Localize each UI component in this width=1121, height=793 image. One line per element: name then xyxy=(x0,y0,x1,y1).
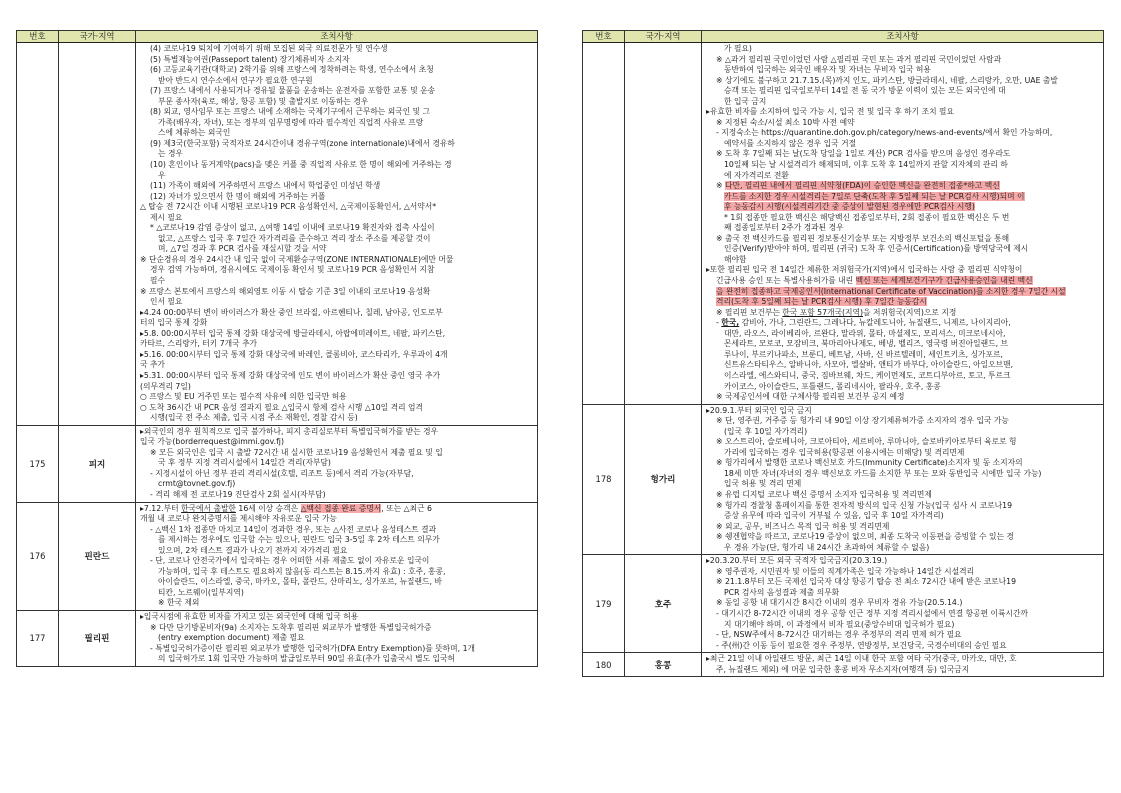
measure-line xyxy=(706,265,1100,276)
measure-line xyxy=(140,504,534,515)
emphasized-text: 격리(도착 후 5일째 되는 날 PCR검사 시행) 후 7일간 능동감시 xyxy=(716,297,927,307)
measure-line xyxy=(706,308,1100,319)
row-number: 175 xyxy=(17,425,59,502)
row-number xyxy=(17,43,59,426)
header-country: 국가·지역 xyxy=(59,31,136,43)
measure-line xyxy=(706,181,1100,192)
measure-line: 개월 내 코로나 완치증명서를 제시해야 자유로운 입국 가능 xyxy=(140,514,337,524)
row-number: 179 xyxy=(583,555,625,653)
measures-table-right xyxy=(582,30,1104,677)
measure-line xyxy=(706,192,1100,203)
measure-line xyxy=(706,202,1100,213)
table-row xyxy=(17,502,538,610)
measure-line: - 특별입국허가증이란 필리핀 외교부가 발행한 입국허가(DFA Entry Exemption)를 뜻하며, 1개 xyxy=(150,643,475,653)
measure-line xyxy=(706,318,1100,329)
measure-line: 우 xyxy=(158,170,166,180)
measures-cell xyxy=(702,43,1104,405)
measure-line: △ 탑승 전 72시간 이내 시행된 코로나19 PCR 음성확인서, △국제이동확인서, △서약서* xyxy=(140,202,437,212)
emphasized-text: 을 완전히 접종하고 국제공인서(International Certificate of Vaccination)를 소지한 경우 7일간 시설 xyxy=(716,286,1066,296)
measure-line: 가족(배우자, 자녀), 또는 정부의 임무명령에 따라 필수적인 직업적 사유로 프랑 xyxy=(158,117,424,127)
measure-line: 제시 필요 xyxy=(150,212,183,222)
table-row xyxy=(583,653,1104,677)
measure-line: ※ 출국 전 백신카드를 필리핀 정보통신기술부 또는 지방정부 보건소의 백신포털을 통해 xyxy=(716,233,1010,243)
row-number: 180 xyxy=(583,653,625,677)
table-body-right xyxy=(583,43,1104,677)
measure-line: 에 자가격리로 전환 xyxy=(724,170,789,180)
measure-line: ▸유효한 비자를 소지하여 입국 가능 시, 입국 전 및 입국 후 하기 조치 필요 xyxy=(706,107,955,117)
measure-line: 국 후 정부 지정 격리시설에서 14일간 격리(자부담) xyxy=(158,458,331,468)
country-name: 핀란드 xyxy=(59,502,136,610)
measure-line: 예약서를 소지하지 않은 경우 입국 거절 xyxy=(724,138,857,148)
measure-line: 가리에 입국하는 경우 입국허용(항공편 이용시에는 미해당) 및 격리면제 xyxy=(724,447,965,457)
country-name xyxy=(59,43,136,426)
measure-line: 부문 종사자(육로, 해상, 항공 포함) 및 출발지로 이동하는 경우 xyxy=(158,96,369,106)
measure-line: (5) 특별재능여권(Passeport talent) 장기체류비자 소지자 xyxy=(150,54,350,64)
row-number: 176 xyxy=(17,502,59,610)
measure-line: (입국 후 10일 자가격리) xyxy=(724,426,808,436)
text-segment: ※ 필리핀 보건부는 xyxy=(716,307,783,317)
measure-line: ▸입국시점에 유효한 비자를 가지고 있는 외국인에 대해 입국 허용 xyxy=(140,611,359,621)
measure-line: 승객 또는 필리핀 입국일로부터 14일 전 동 국가 방문 이력이 있는 모든 외국인에 대 xyxy=(724,86,1006,96)
table-row xyxy=(583,404,1104,555)
table-body-left xyxy=(17,43,538,667)
measure-line: ※ 21.1.8부터 모든 국제선 입국자 대상 항공기 탑승 전 최소 72시간 내에 받은 코로나19 xyxy=(716,577,1017,587)
measure-line: ※ 헝가리 경찰청 홈페이지를 통한 전자적 방식의 입국 신청 가능(입국 심사 시 코로나19 xyxy=(716,500,1012,510)
measure-line: 가능하며, 입국 후 테스트도 필요하지 않음(동 리스트는 8.15.까지 유효) : 호주, 홍콩, xyxy=(158,566,446,576)
measure-line: 시행(입국 전 주소 제출, 입국 시점 주소 재확인, 경찰 감시 등) xyxy=(150,413,358,423)
measures-cell xyxy=(702,404,1104,555)
measure-line: 신트유스타티우스, 알바니아, 사모아, 엘살바, 앤티가 바부다, 아이슬란드, 아일오브맨, xyxy=(724,360,1014,370)
measure-line: 며, △7일 경과 후 PCR 검사를 재실시할 것을 서약 xyxy=(158,244,327,254)
measure-line: ※ 모든 외국인은 입국 시 출발 72시간 내 실시한 코로나19 음성확인서 제출 필요 및 입 xyxy=(150,447,443,457)
country-name: 홍콩 xyxy=(625,653,702,677)
measure-line: 인서 필요 xyxy=(150,297,183,307)
measure-line xyxy=(706,287,1100,298)
table-row xyxy=(17,425,538,502)
measure-line: (의무격리 7일) xyxy=(140,381,191,391)
measure-line: (11) 가족이 해외에 거주하면서 프랑스 내에서 학업중인 미성년 학생 xyxy=(150,181,381,191)
measure-line: ▸4.24 00:00부터 변이 바이러스가 확산 중인 브라질, 아르헨티나, 칠레, 남아공, 인도로부 xyxy=(140,307,443,317)
measure-line: 몬세라트, 모로코, 모잠비크, 북마리아나제도, 베냉, 벨리즈, 영국령 버진아일랜드, 브 xyxy=(724,339,1009,349)
measure-line: ※ 단, 영주권, 거주증 등 헝가리 내 90일 이상 장기체류허가증 소지자의 경우 입국 가능 xyxy=(716,416,1009,426)
measures-cell xyxy=(136,502,538,610)
text-segment: ※ xyxy=(716,181,725,191)
measures-cell xyxy=(702,555,1104,653)
measure-line: ※ 지정된 숙소/시설 최소 10박 사전 예약 xyxy=(716,117,855,127)
text-segment: , 또는 △최근 6 xyxy=(381,503,432,513)
measure-line: ※ 다만 단기방문비자(9a) 소지자는 도착후 필리핀 외교부가 발행한 특별입국허가증 xyxy=(150,622,432,632)
measure-line: * △코로나19 감염 증상이 없고, △여행 14일 이내에 코로나19 확진자와 접촉 사실이 xyxy=(150,223,435,233)
table-row xyxy=(17,610,538,666)
emphasized-text: △백신 접종 완료 증명서 xyxy=(300,503,382,513)
measure-line: crmt@tovnet.gov.fj) xyxy=(158,479,236,489)
measure-line: 인증(Verify)받아야 하며, 필리핀 (귀국) 도착 후 인증서(Certification)를 방역당국에 제시 xyxy=(724,244,1029,254)
header-no: 번호 xyxy=(17,31,59,43)
measure-line: - 단, NSW주에서 8-72시간 대기하는 경우 주정부의 격리 면제 허가 필요 xyxy=(716,630,962,640)
row-number: 177 xyxy=(17,610,59,666)
country-name: 필리핀 xyxy=(59,610,136,666)
measure-line: ▸5.16. 00:00시부터 입국 통제 강화 대상국에 바레인, 콜롬비아, 코스타리카, 우루과이 4개 xyxy=(140,349,448,359)
text-segment: 긴급사용 승인 또는 특별사용허가를 내린 xyxy=(716,276,856,286)
text-segment: 을 저위험국(지역)으로 지정 xyxy=(863,307,957,317)
right-page xyxy=(582,30,1104,770)
measure-line: 국 추가 xyxy=(140,360,165,370)
measure-line: 경우 검역 가능하며, 경유시에도 국제이동 확인서 및 코로나19 PCR 음성확인서 지참 xyxy=(150,265,435,275)
measure-line: 있으며, 2차 테스트 결과가 나오기 전까지 자가격리 필요 xyxy=(158,545,348,555)
measure-line: (4) 코로나19 퇴치에 기여하기 위해 모집된 외국 의료전문가 및 연수생 xyxy=(150,44,388,53)
measure-line: 주, 뉴질랜드 제외) 에 머문 입국한 홍콩 비자 무소지자(여행객 등) 입국금지 xyxy=(716,664,970,674)
text-segment: - xyxy=(716,318,722,328)
measure-line: ▸20.9.1.부터 외국인 입국 금지 xyxy=(706,405,812,415)
country-name: 피지 xyxy=(59,425,136,502)
measure-line: 입국 가능(borderrequest@immi.gov.fj) xyxy=(140,437,284,447)
text-segment: 감비아, 가나, 그린란드, 그레나다, 뉴칼레도니아, 뉴질랜드, 니제르, 나이지리아, xyxy=(739,318,1011,328)
measure-line: ※ 오스트리아, 슬로베니아, 크로아티아, 세르비아, 루마니아, 슬로바키아로부터 육로로 헝 xyxy=(716,437,1017,447)
measure-line: 받아 반드시 연수소에서 연구가 필요한 연구원 xyxy=(158,75,313,85)
emphasized-text: 한국, xyxy=(721,318,740,328)
measure-line: (7) 프랑스 내에서 사용되거나 경유될 물품을 운송하는 운전자를 포함한 교통 및 운송 xyxy=(150,86,436,96)
measure-line: ※ 쉥겐협약을 따르고, 코로나19 증상이 없으며, 최종 도착국 이동편을 증빙할 수 있는 경 xyxy=(716,532,1014,542)
measure-line: - 지정숙소는 https://quarantine.doh.gov.ph/category/news-and-events/에서 확인 가능하며, xyxy=(716,128,1053,138)
measure-line: 를 제시하는 경우에도 입국할 수는 있으나, 핀란드 입국 3-5일 후 2차 테스트 의무가 xyxy=(158,535,440,545)
measure-line: * 1회 접종만 필요한 백신은 해당백신 접종일로부터, 2회 접종이 필요한 백신은 두 번 xyxy=(724,212,1010,222)
measure-line: ※ 동일 공항 내 대기시간 8시간 이내의 경우 무비자 경유 가능(20.5.14.) xyxy=(716,598,963,608)
country-name: 헝가리 xyxy=(625,404,702,555)
measure-line: 이스라엘, 에스와티니, 중국, 짐바브웨, 차드, 케이먼제도, 코트디부아르, 토고, 투르크 xyxy=(724,370,1011,380)
header-measures: 조치사항 xyxy=(702,31,1104,43)
measure-line: ▸외국인의 경우 원칙적으로 입국 불가하나, 피지 총리실로부터 특별입국허가를 받는 경우 xyxy=(140,426,439,436)
header-no: 번호 xyxy=(583,31,625,43)
measure-line: 입국 허용 및 격리 면제 xyxy=(724,479,802,489)
table-header xyxy=(583,31,1104,43)
measure-line: 카타르, 스리랑카, 터키 7개국 추가 xyxy=(140,339,258,349)
measure-line: ※ 국제공인서에 대한 구체사항 필리핀 보건부 공지 예정 xyxy=(716,392,905,402)
measure-line: 없고, △프랑스 입국 후 7일간 자가격리를 준수하고 격리 장소 주소를 제공할 것이 xyxy=(158,233,431,243)
emphasized-text: 한국 포함 57개국(지역) xyxy=(782,307,864,317)
measure-line: ※ 유럽 디지털 코로나 백신 증명서 소지자 입국허용 및 격리면제 xyxy=(716,489,932,499)
measure-line: - 대기시간 8-72시간 이내의 경우 공항 인근 정부 지정 격리시설에서 연결 항공편 이륙시간까 xyxy=(716,608,1028,618)
header-measures: 조치사항 xyxy=(136,31,538,43)
measure-line: ○ 도착 36시간 내 PCR 음성 결과지 필요 △입국시 항체 검사 시행 △10일 격리 엄격 xyxy=(140,402,424,412)
measure-line: 우 경유 가능(단, 헝가리 내 24시간 초과하여 체류할 수 없음) xyxy=(724,542,930,552)
table-row xyxy=(583,555,1104,653)
measure-line: ※ 한국 제외 xyxy=(158,598,200,608)
measure-line: ▸5.8. 00:00시부터 입국 통제 강화 대상국에 방글라데시, 아랍에미레이트, 네팔, 파키스탄, xyxy=(140,328,446,338)
measure-line: 째 접종일로부터 2주가 경과된 경우 xyxy=(724,223,844,233)
measures-table-left xyxy=(16,30,538,667)
measure-line: 가 필요) xyxy=(724,44,752,53)
measure-line: 해야함 xyxy=(724,254,747,264)
measure-line: (8) 외교, 영사임무 또는 프랑스 내에 소재하는 국제기구에서 근무하는 외국인 및 그 xyxy=(150,107,431,117)
measure-line: (entry exemption document) 제출 필요 xyxy=(158,633,305,643)
measure-line: 동반하여 입국하는 외국인 배우자 및 자녀는 무비자 입국 허용 xyxy=(724,65,931,75)
row-number: 178 xyxy=(583,404,625,555)
measures-cell xyxy=(136,43,538,426)
measure-line: 티칸, 노르웨이(일부지역) xyxy=(158,587,244,597)
measure-line: 10일째 되는 날 시설격리가 해제되며, 이후 도착 후 14일까지 관할 지자체의 관리 하 xyxy=(724,160,1008,170)
country-name xyxy=(625,43,702,405)
measure-line: ※ 외교, 공무, 비즈니스 목적 입국 허용 및 격리면제 xyxy=(716,521,890,531)
measure-line: 카이코스, 아이슬란드, 포틀랜드, 폴리네시아, 팔라우, 호주, 홍콩 xyxy=(724,381,941,391)
measure-line: 루나이, 부르키나파소, 브룬디, 베트남, 사바, 신 바르텔레미, 세인트키츠, 싱가포르, xyxy=(724,349,1003,359)
measure-line: ○ 프랑스 및 EU 거주민 또는 필수적 사유에 의한 입국만 허용 xyxy=(140,392,347,402)
measures-cell xyxy=(136,425,538,502)
text-segment: 16세 이상 승객은 xyxy=(235,503,301,513)
measures-cell xyxy=(702,653,1104,677)
measure-line: 는 경우 xyxy=(158,149,183,159)
measure-line: ▸최근 21일 이내 아일랜드 방문, 최근 14일 이내 한국 포함 여타 국가(중국, 마카오, 대만, 호 xyxy=(706,654,1017,664)
measure-line: 의 입국허가로 1회 입국만 가능하며 발급일로부터 90일 유효(추가 입출국시 별도 입국허 xyxy=(158,654,455,664)
text-segment: ▸7.12.부터 xyxy=(140,503,182,513)
header-country: 국가·지역 xyxy=(625,31,702,43)
measure-line: ▸5.31. 00:00시부터 입국 통제 강화 대상국에 인도 변이 바이러스가 확산 중인 영국 추가 xyxy=(140,370,441,380)
measure-line: 지 대기해야 하며, 이 과정에서 비자 필요(중앙수비대 입국허가 필요) xyxy=(724,619,955,629)
measure-line: 한 입국 금지 xyxy=(724,96,767,106)
measure-line: PCR 검사의 음성결과 제출 의무화 xyxy=(724,587,840,597)
measure-line: 필수 xyxy=(150,276,165,286)
measure-line: 터의 입국 통제 강화 xyxy=(140,318,208,328)
country-name: 호주 xyxy=(625,555,702,653)
table-row xyxy=(583,43,1104,405)
measure-line: 스에 체류하는 외국인 xyxy=(158,128,231,138)
measure-line: - 단, 코로나 안전국가에서 입국하는 경우 어떠한 서류 제출도 없이 자유로운 입국이 xyxy=(150,556,430,566)
measure-line: - 주(州)간 이동 등이 필요한 경우 주정부, 연방정부, 보건당국, 국경수비대의 승인 필요 xyxy=(716,640,1007,650)
emphasized-text: 다만, 필리핀 내에서 필리핀 식약청(FDA)이 승인한 백신을 완전히 접종*하고 백신 xyxy=(724,181,1000,191)
measure-line: - 격리 해제 전 코로나19 진단검사 2회 실시(자부담) xyxy=(150,489,326,499)
measures-cell xyxy=(136,610,538,666)
measure-line: (10) 혼인이나 동거계약(pacs)을 맺은 커플 중 직업적 사유로 한 명이 해외에 거주하는 경 xyxy=(150,160,452,170)
measure-line xyxy=(706,297,1100,308)
measure-line: ※ 영주권자, 시민권자 및 이들의 직계가족은 입국 가능하나 14일간 시설격리 xyxy=(716,566,975,576)
row-number xyxy=(583,43,625,405)
measure-line: 아이슬란드, 이스라엘, 중국, 마카오, 몰타, 폴란드, 산마리노, 싱가포르, 뉴질랜드, 바 xyxy=(158,577,442,587)
emphasized-text: 백신 또는 세계보건기구가 긴급사용승인을 내린 백신 xyxy=(855,276,1033,286)
measure-line: - 지정시설이 아닌 정부 관리 격리시설(호텔, 리조트 등)에서 격리 가능(자부담, xyxy=(150,468,414,478)
emphasized-text: 한국에서 출발한 xyxy=(181,503,236,513)
measure-line xyxy=(706,276,1100,287)
measure-line: ※ 헝가리에서 발행한 코로나 백신보호 카드(Immunity Certificate)소지자 및 동 소지자의 xyxy=(716,458,1023,468)
measure-line: (12) 자녀가 있으면서 한 명이 해외에 거주하는 커플 xyxy=(150,191,326,201)
text-segment: ▸또한 필리핀 입국 전 14일간 체류한 저위험국가(지역)에서 입국하는 사람 중 필리핀 식약청이 xyxy=(706,265,1023,275)
left-page xyxy=(16,30,538,770)
measure-line: (9) 제3국(한국포함) 국적자로 24시간이내 경유구역(zone internationale)내에서 경유하 xyxy=(150,138,455,148)
measure-line: ▸20.3.20.부터 모든 외국 국적자 입국금지(20.3.19.) xyxy=(706,556,888,566)
measure-line: ※ 단순경유의 경우 24시간 내 입국 없이 국제환승구역(ZONE INTERNATIONALE)에만 머물 xyxy=(140,254,454,264)
emphasized-text: 후 능동감시 시행(시설격리기간 중 증상이 발현된 경우에만 PCR검사 시행) xyxy=(724,202,975,212)
measure-line: ※ 상기에도 불구하고 21.7.15.(목)까지 인도, 파키스탄, 방글라데시, 네팔, 스리랑카, 오만, UAE 출발 xyxy=(716,75,1058,85)
measure-line: 대만, 라오스, 라이베리아, 르완다, 말라위, 몰타, 마셜제도, 모리셔스, 미크로네시아, xyxy=(724,328,1006,338)
measure-line: (6) 고등교육기관(대학교) 2학기를 위해 프랑스에 정착하려는 학생, 연수소에서 초청 xyxy=(150,65,434,75)
measure-line: - △백신 1차 접종만 마치고 14일이 경과한 경우, 또는 △사전 코로나 음성테스트 결과 xyxy=(150,524,437,534)
table-header xyxy=(17,31,538,43)
measure-line: 18세 미만 자녀(자녀의 경우 백신보호 카드를 소지한 부 또는 모와 동반입국 시에만 입국 가능) xyxy=(724,468,1042,478)
table-row xyxy=(17,43,538,426)
measure-line: 증상 유무에 따라 입국이 거부될 수 있음, 입국 후 10일 자가격리) xyxy=(724,511,944,521)
measure-line: ※ 도착 후 7일째 되는 날(도착 당일을 1일로 계산) PCR 검사를 받으며 음성인 경우라도 xyxy=(716,149,1011,159)
emphasized-text: 카드를 소지한 경우 시설격리는 7일로 단축(도착 후 5일째 되는 날 PCR검사 시행)되며 이 xyxy=(724,191,1025,201)
measure-line: ※ △과거 필리핀 국민이었던 사람 △필리핀 국민 또는 과거 필리핀 국민이었던 사람과 xyxy=(716,54,1002,64)
measure-line: ※ 프랑스 본토에서 프랑스의 해외영토 이동 시 탑승 기준 3일 이내의 코로나19 음성확 xyxy=(140,286,431,296)
